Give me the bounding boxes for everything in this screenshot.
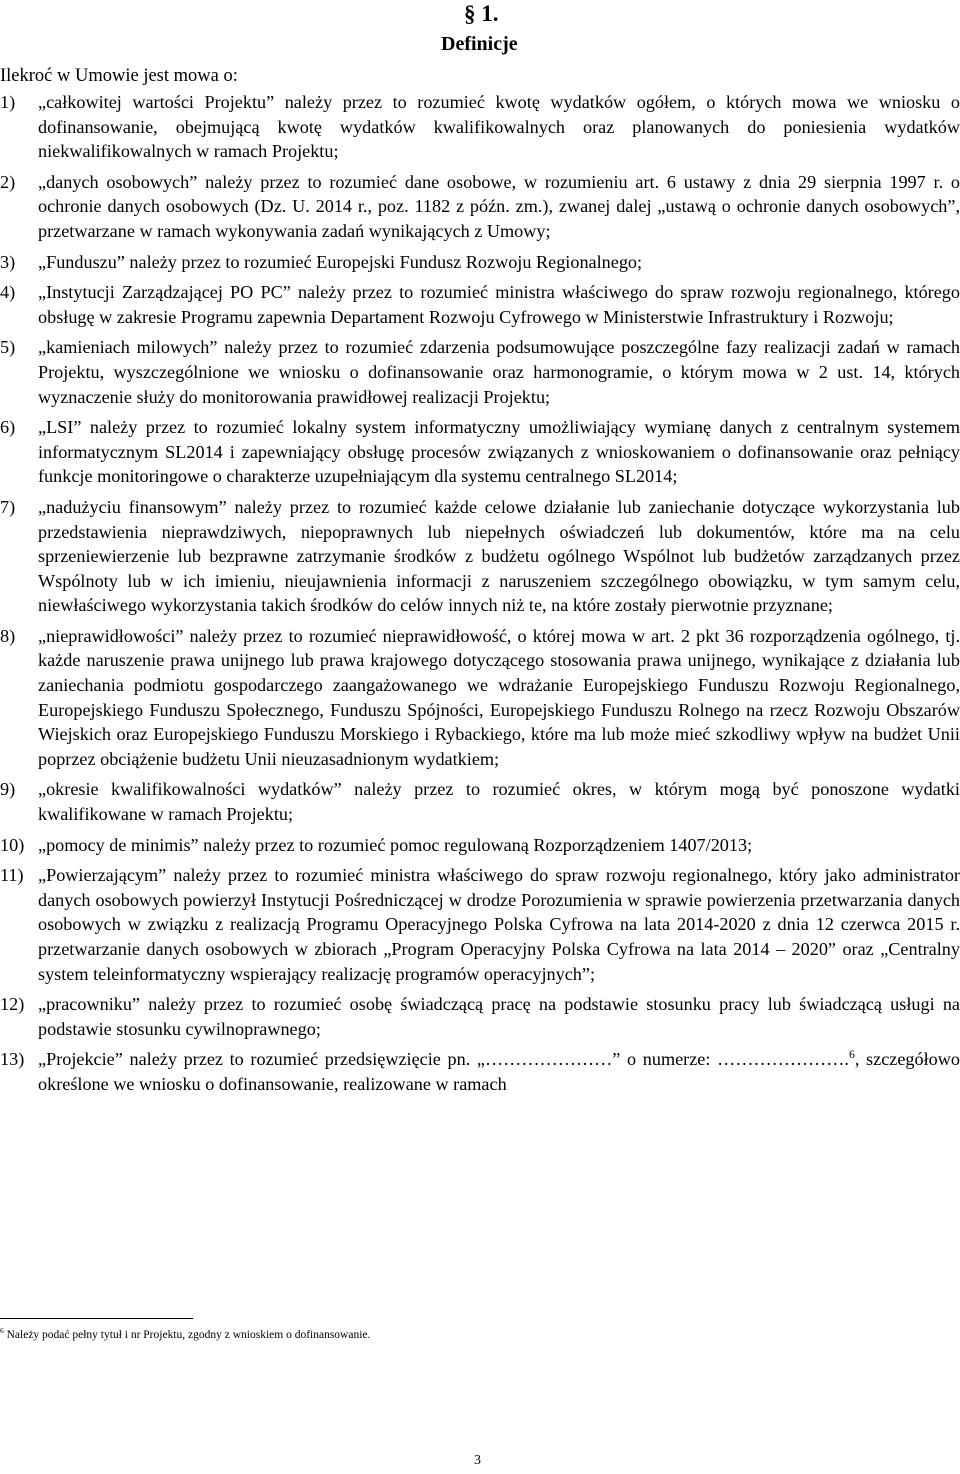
definition-item <box>0 992 960 1041</box>
item-number: 7) <box>0 496 16 517</box>
definition-item <box>0 624 960 772</box>
definition-item <box>0 495 960 618</box>
item-number: 11) <box>0 865 24 886</box>
item-text: „Powierzającym” należy przez to rozumieć ministra właściwego do spraw rozwoju regionalnego, który jako administrator danych osobowych powierzył Instytucji Pośredniczącej w drodze Porozumienia w sprawie powierzenia przetwarzania danych osobowych w związku z realizacją Programu Operacyjnego Polska Cyfrowa na lata 2014-2020 z dnia 12 czerwca 2015 r. przetwarzanie danych osobowych w zbiorach „Program Operacyjny Polska Cyfrowa na lata 2014 – 2020” oraz „Centralny system teleinformatyczny wspierający realizację programów operacyjnych”; <box>38 865 960 984</box>
definition-item <box>0 777 960 826</box>
item-text: „pomocy de minimis” należy przez to rozumieć pomoc regulowaną Rozporządzeniem 1407/2013; <box>38 834 753 855</box>
definition-item <box>0 335 960 409</box>
item-number: 8) <box>0 625 16 646</box>
item-number: 2) <box>0 171 16 192</box>
definition-item <box>0 415 960 489</box>
item-text: „LSI” należy przez to rozumieć lokalny system informatyczny umożliwiający wymianę danych z centralnym systemem informatycznym SL2014 i zapewniający obsługę procesów związanych z wnioskowaniem o dofinansowanie oraz pełniący funkcje monitoringowe o charakterze uzupełniającym dla systemu centralnego SL2014; <box>38 417 960 487</box>
item-text: „Instytucji Zarządzającej PO PC” należy przez to rozumieć ministra właściwego do spraw rozwoju regionalnego, którego obsługę w zakresie Programu zapewnia Departament Rozwoju Cyfrowego w Ministerstwie Infrastruktury i Rozwoju; <box>38 282 960 327</box>
item-number: 10) <box>0 834 25 855</box>
section-title: Definicje <box>441 33 518 55</box>
item-number: 1) <box>0 92 16 112</box>
item-text: „Funduszu” należy przez to rozumieć Europejski Fundusz Rozwoju Regionalnego; <box>38 251 643 272</box>
item-text: „kamieniach milowych” należy przez to rozumieć zdarzenia podsumowujące poszczególne fazy realizacji zadań w ramach Projektu, wyszczególnione we wniosku o dofinansowanie oraz harmonogramie, o którym mowa w 2 ust. 14, których wyznaczenie służy do monitorowania prawidłowej realizacji Projektu; <box>38 337 960 407</box>
item-number: 5) <box>0 337 16 358</box>
item-text-before-footnote: „Projekcie” należy przez to rozumieć przedsięwzięcie pn. „…………………” o numerze: …………………. <box>38 1049 849 1070</box>
intro-text: Ilekroć w Umowie jest mowa o: <box>0 66 238 86</box>
paragraph-number: § 1. <box>464 1 499 26</box>
item-number: 9) <box>0 779 16 800</box>
definition-item <box>0 250 960 275</box>
footnote-reference[interactable]: 6 <box>848 1047 855 1062</box>
footnote <box>0 1327 370 1343</box>
footnote-marker: 6 <box>0 1326 4 1336</box>
definitions-list <box>0 90 960 1103</box>
item-text: „całkowitej wartości Projektu” należy przez to rozumieć kwotę wydatków ogółem, o których mowa we wniosku o dofinansowanie, obejmującą kwotę wydatków kwalifikowalnych oraz planowanych do poniesienia wydatków niekwalifikowalnych w ramach Projektu; <box>38 92 960 162</box>
definition-item <box>0 1047 960 1096</box>
page-number: 3 <box>474 1453 481 1468</box>
item-number: 12) <box>0 994 25 1015</box>
item-number: 4) <box>0 282 16 303</box>
definition-item <box>0 170 960 244</box>
definition-item <box>0 863 960 986</box>
item-text: „okresie kwalifikowalności wydatków” należy przez to rozumieć okres, w którym mogą być ponoszone wydatki kwalifikowane w ramach Projektu; <box>38 779 960 825</box>
definition-item <box>0 833 960 858</box>
definition-item <box>0 90 960 164</box>
item-text-after-footnote: , szczegółowo określone we wniosku o dofinansowanie, realizowane w ramach <box>38 1049 960 1094</box>
item-text: „danych osobowych” należy przez to rozumieć dane osobowe, w rozumieniu art. 6 ustawy z dnia 29 sierpnia 1997 r. o ochronie danych osobowych (Dz. U. 2014 r., poz. 1182 z późn. zm.), zwanej dalej „ustawą o ochronie danych osobowych”, przetwarzane w ramach wykonywania zadań wynikających z Umowy; <box>38 171 960 241</box>
item-text: „pracowniku” należy przez to rozumieć osobę świadczącą pracę na podstawie stosunku pracy lub świadczącą usługi na podstawie stosunku cywilnoprawnego; <box>38 994 960 1039</box>
item-text: „nieprawidłowości” należy przez to rozumieć nieprawidłowość, o której mowa w art. 2 pkt 36 rozporządzenia ogólnego, tj. każde naruszenie prawa unijnego lub prawa krajowego dotyczącego stosowania prawa unijnego, wynikające z działania lub zaniechania podmiotu gospodarczego zaangażowanego we wdrażanie Europejskiego Funduszu Rozwoju Regionalnego, Europejskiego Funduszu Społecznego, Funduszu Spójności, Europejskiego Funduszu Rolnego na rzecz Rozwoju Obszarów Wiejskich oraz Europejskiego Funduszu Morskiego i Rybackiego, które ma lub może mieć szkodliwy wpływ na budżet Unii poprzez obciążenie budżetu Unii nieuzasadnionym wydatkiem; <box>38 625 960 769</box>
item-number: 13) <box>0 1049 25 1070</box>
footnote-separator <box>0 1318 193 1319</box>
item-text <box>38 1047 960 1096</box>
item-text: „nadużyciu finansowym” należy przez to rozumieć każde celowe działanie lub zaniechanie dotyczące wykorzystania lub przedstawienia nieprawdziwych, niepoprawnych lub niepełnych oświadczeń lub dokumentów, które ma na celu sprzeniewierzenie lub bezprawne zatrzymanie środków z budżetu ogólnego Wspólnot lub budżetów zarządzanych przez Wspólnoty lub w ich imieniu, nieujawnienia informacji z naruszeniem szczególnego obowiązku, w tym samym celu, niewłaściwego wykorzystania takich środków do celów innych niż te, na które zostały pierwotnie przyznane; <box>38 496 960 616</box>
footnote-text: Należy podać pełny tytuł i nr Projektu, zgodny z wnioskiem o dofinansowanie. <box>6 1329 371 1341</box>
item-number: 3) <box>0 251 16 272</box>
item-number: 6) <box>0 417 16 438</box>
definition-item <box>0 280 960 329</box>
